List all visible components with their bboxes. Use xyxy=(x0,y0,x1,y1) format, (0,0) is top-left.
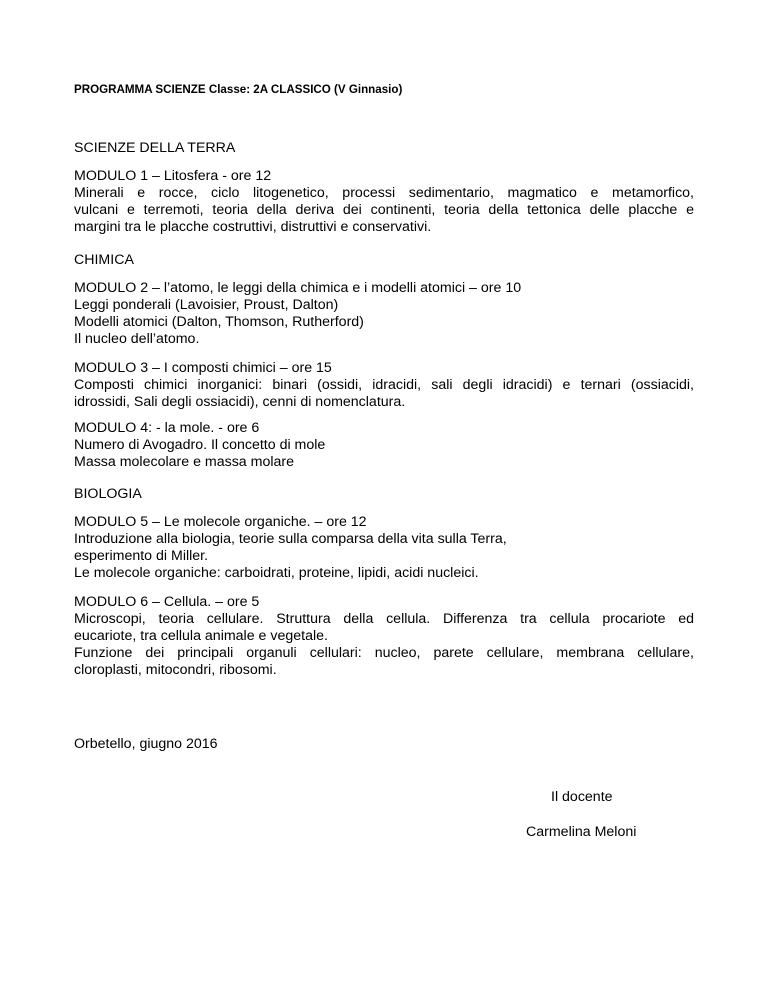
module-text-line: Le molecole organiche: carboidrati, proteine, lipidi, acidi nucleici. xyxy=(74,565,479,581)
module-text-line: Minerali e rocce, ciclo litogenetico, processi sedimentario, magmatico e metamorfico, xyxy=(74,185,694,201)
module-4 xyxy=(74,420,694,471)
module-3 xyxy=(74,360,694,411)
module-title: MODULO 2 – l’atomo, le leggi della chimica e i modelli atomici – ore 10 xyxy=(74,280,522,296)
module-title: MODULO 4: - la mole. - ore 6 xyxy=(74,420,260,436)
module-title: MODULO 3 – I composti chimici – ore 15 xyxy=(74,360,332,376)
module-title: MODULO 1 – Litosfera - ore 12 xyxy=(74,168,272,184)
place-and-date: Orbetello, giugno 2016 xyxy=(74,736,218,752)
section-heading: CHIMICA xyxy=(74,252,134,268)
module-text-line: idrossidi, Sali degli ossiacidi), cenni di nomenclatura. xyxy=(74,394,406,410)
module-title: MODULO 6 – Cellula. – ore 5 xyxy=(74,594,260,610)
section-biologia xyxy=(74,486,694,503)
module-text-line: Massa molecolare e massa molare xyxy=(74,454,294,470)
module-5 xyxy=(74,514,694,582)
module-title: MODULO 5 – Le molecole organiche. – ore 12 xyxy=(74,514,367,530)
section-heading: SCIENZE DELLA TERRA xyxy=(74,140,236,156)
module-text-line: Leggi ponderali (Lavoisier, Proust, Dalton) xyxy=(74,297,339,313)
section-chimica xyxy=(74,252,694,269)
module-text-line: esperimento di Miller. xyxy=(74,548,209,564)
module-text-line: Funzione dei principali organuli cellulari: nucleo, parete cellulare, membrana cellulare, xyxy=(74,645,694,661)
section-heading: BIOLOGIA xyxy=(74,486,142,502)
module-text-line: Modelli atomici (Dalton, Thomson, Rutherford) xyxy=(74,314,364,330)
module-text-line: Composti chimici inorganici: binari (ossidi, idracidi, sali degli idracidi) e ternari (ossiacidi, xyxy=(74,377,694,393)
signature-name: Carmelina Meloni xyxy=(526,824,637,840)
module-1 xyxy=(74,168,694,236)
signature-role: Il docente xyxy=(551,789,613,805)
module-text-line: Numero di Avogadro. Il concetto di mole xyxy=(74,437,326,453)
module-text-line: cloroplasti, mitocondri, ribosomi. xyxy=(74,662,277,678)
module-text-line: eucariote, tra cellula animale e vegetale. xyxy=(74,628,328,644)
module-text-line: vulcani e terremoti, teoria della deriva dei continenti, teoria della tettonica delle placche e xyxy=(74,202,694,218)
module-6 xyxy=(74,594,694,679)
section-scienze-della-terra xyxy=(74,140,694,157)
module-text-line: Microscopi, teoria cellulare. Struttura della cellula. Differenza tra cellula procariote ed xyxy=(74,611,694,627)
module-text-line: Introduzione alla biologia, teorie sulla comparsa della vita sulla Terra, xyxy=(74,531,507,547)
module-text-line: Il nucleo dell’atomo. xyxy=(74,331,200,347)
module-text-line: margini tra le placche costruttivi, distruttivi e conservativi. xyxy=(74,219,432,235)
document-title: PROGRAMMA SCIENZE Classe: 2A CLASSICO (V Ginnasio) xyxy=(74,83,403,96)
module-2 xyxy=(74,280,694,348)
